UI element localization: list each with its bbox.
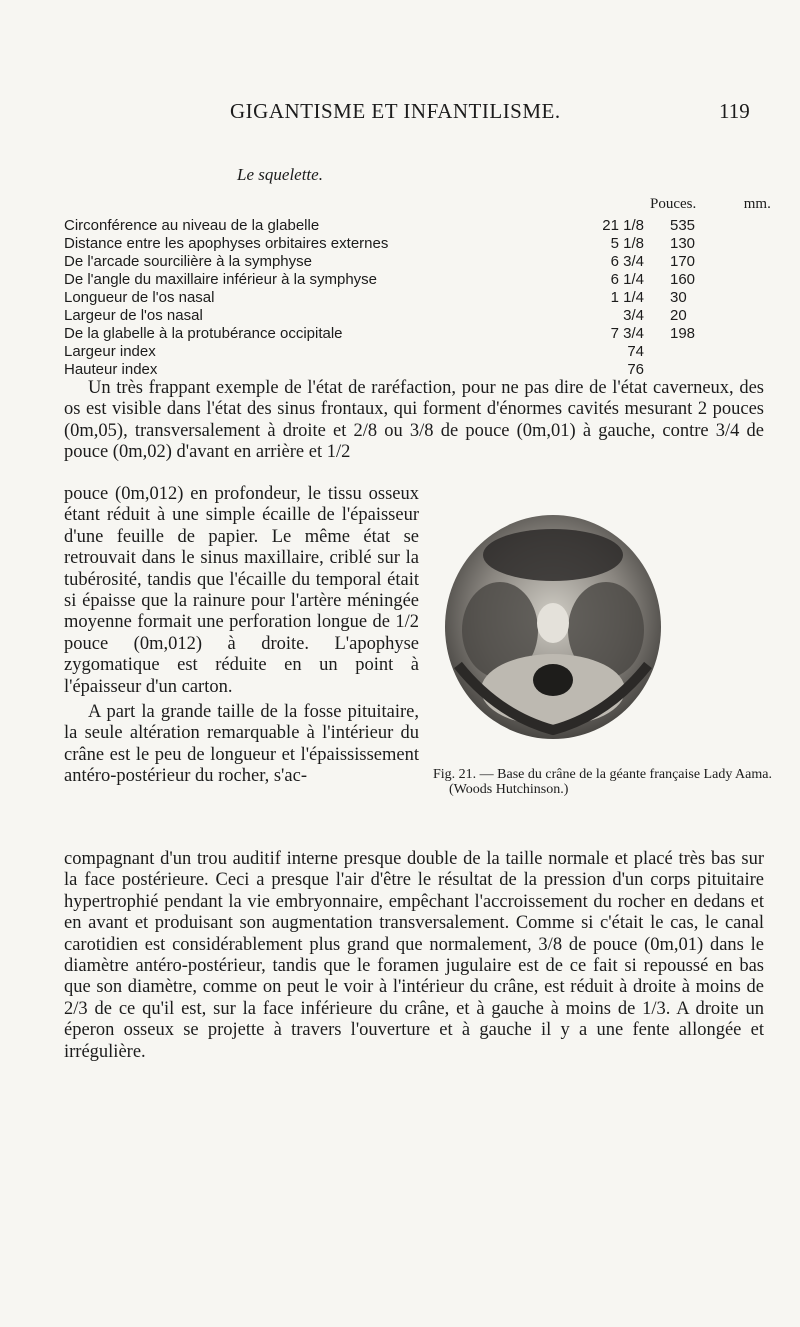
measurement-mm: 198	[670, 325, 696, 342]
measurement-row	[64, 235, 764, 253]
units-header	[650, 196, 771, 213]
measurement-row	[64, 361, 764, 379]
measurement-pouces: 7 3/4	[610, 325, 644, 342]
measurement-label: Hauteur index	[64, 361, 158, 378]
measurement-mm: 535	[670, 217, 696, 234]
measurement-row	[64, 253, 764, 271]
measurement-label: Largeur de l'os nasal	[64, 307, 203, 324]
paragraph-bottom: compagnant d'un trou auditif interne presque double de la taille normale et placé très bas sur la face postérieure. Ceci a presque l'air d'être le résultat de la pression d'un corps pituitaire hypertrophié pendant la vie embryonnaire, empêchant l'accroissement du rocher en dedans et en avant et produisant son augmentation transversalement. Comme si c'était le cas, le canal carotidien est considérablement plus grand que normalement, 3/8 de pouce (0m,01) dans le diamètre antéro-postérieur, tandis que le foramen jugulaire est de ce fait si repoussé en bas que son diamètre, comme on peut le voir à l'intérieur du crâne, est réduit à droite à moins de 2/3 de ce qu'il est, sur la face inférieure du crâne, et à gauche à moins de 1/3. A droite un éperon osseux se projette à travers l'ouverture et à gauche il y a une fente allongée et irrégulière.	[64, 849, 764, 1062]
measurement-pouces: 21 1/8	[602, 217, 644, 234]
anterior-fossa	[483, 529, 623, 581]
section-caption: Le squelette.	[237, 165, 323, 184]
pituitary-fossa	[537, 603, 569, 643]
measurement-pouces: 6 3/4	[610, 253, 644, 270]
measurement-row	[64, 217, 764, 235]
paragraph-top: Un très frappant exemple de l'état de raréfaction, pour ne pas dire de l'état caverneux, des os est visible dans l'état des sinus frontaux, qui forment d'énormes cavités mesurant 2 pouces (0m,05), transversalement à droite et 2/8 ou 3/8 de pouce (0m,01) à gauche, contre 3/4 de pouce (0m,02) d'avant en arrière et 1/2	[64, 378, 764, 463]
measurement-label: De l'angle du maxillaire inférieur à la symphyse	[64, 271, 378, 288]
paragraph-left-2: A part la grande taille de la fosse pituitaire, la seule altération remarquable à l'intérieur du crâne est le peu de longueur et l'épaississement antéro-postérieur du rocher, s'ac-	[64, 702, 419, 787]
measurement-row	[64, 325, 764, 343]
units-mm: mm.	[743, 196, 771, 212]
measurement-pouces: 6 1/4	[610, 271, 644, 288]
measurement-label: De la glabelle à la protubérance occipitale	[64, 325, 343, 342]
measurement-mm: 130	[670, 235, 696, 252]
measurement-mm: 170	[670, 253, 696, 270]
skull-base-illustration	[438, 515, 668, 745]
foramen-magnum	[533, 664, 573, 696]
paragraph-left: pouce (0m,012) en profondeur, le tissu osseux étant réduit à une simple écaille de l'épaisseur d'une feuille de papier. Le même état se retrouvait dans le sinus maxillaire, criblé sur la tubérosité, tandis que l'écaille du temporal était si épaisse que la rainure pour l'artère méningée moyenne formait une perforation longue de 1/2 pouce (0m,012) à droite. L'apophyse zygomatique est réduite en un point à l'épaisseur d'un carton.	[64, 484, 419, 697]
measurement-row	[64, 343, 764, 361]
measurement-row	[64, 289, 764, 307]
measurement-row	[64, 307, 764, 325]
measurement-mm: 20	[670, 307, 687, 324]
measurement-row	[64, 271, 764, 289]
measurement-label: De l'arcade sourcilière à la symphyse	[64, 253, 312, 270]
measurement-mm: 30	[670, 289, 687, 306]
running-title: GIGANTISME ET INFANTILISME.	[230, 99, 561, 123]
measurement-label: Circonférence au niveau de la glabelle	[64, 217, 320, 234]
running-head	[0, 99, 800, 139]
measurement-mm: 160	[670, 271, 696, 288]
measurement-label: Longueur de l'os nasal	[64, 289, 215, 306]
measurement-pouces: 74	[627, 343, 644, 360]
measurement-pouces: 1 1/4	[610, 289, 644, 306]
measurement-label: Largeur index	[64, 343, 156, 360]
page-number: 119	[719, 99, 750, 123]
measurement-pouces: 3/4	[623, 307, 644, 324]
measurement-table	[64, 217, 764, 379]
measurement-pouces: 76	[627, 361, 644, 378]
measurement-label: Distance entre les apophyses orbitaires externes	[64, 235, 389, 252]
units-pouces: Pouces.	[650, 196, 697, 212]
figure-caption: Fig. 21. — Base du crâne de la géante française Lady Aama. (Woods Hutchinson.)	[433, 767, 772, 797]
measurement-pouces: 5 1/8	[610, 235, 644, 252]
